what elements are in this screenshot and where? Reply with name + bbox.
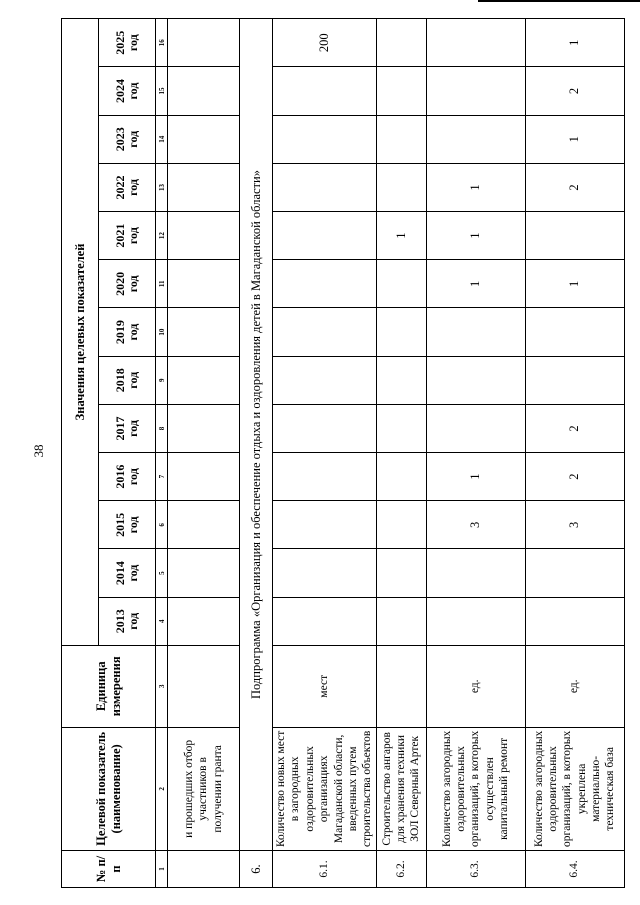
indicator-name: Количество загородных оздоровительных организаций, в которых осуществлен капитальный ремонт xyxy=(426,727,525,850)
value-cell xyxy=(376,453,426,501)
value-cell xyxy=(273,453,377,501)
year-value: 2014 xyxy=(112,561,127,586)
header-indicator: Целевой показатель (наименование) xyxy=(62,727,156,850)
header-year-2024 xyxy=(99,67,156,115)
year-value: 2019 xyxy=(112,320,127,345)
year-suffix: год xyxy=(126,34,140,52)
value-cell xyxy=(273,163,377,211)
subprogram-number: 6. xyxy=(240,851,273,888)
value-cell xyxy=(426,404,525,452)
page-number: 38 xyxy=(31,444,46,458)
unit-cell: мест xyxy=(273,645,377,727)
year-suffix: год xyxy=(126,612,140,630)
year-suffix: год xyxy=(126,564,140,582)
year-value: 2022 xyxy=(112,175,127,200)
year-value: 2015 xyxy=(112,512,127,537)
year-suffix: год xyxy=(126,468,140,486)
unit-cell: ед. xyxy=(525,645,624,727)
value-cell: 3 xyxy=(426,501,525,549)
year-value: 2018 xyxy=(112,368,127,393)
header-unit: Единица измерения xyxy=(62,645,156,727)
value-cell xyxy=(168,260,240,308)
value-cell xyxy=(525,212,624,260)
column-number: 4 xyxy=(156,597,168,645)
value-cell: 1 xyxy=(426,453,525,501)
header-year-2013 xyxy=(99,597,156,645)
value-cell xyxy=(273,308,377,356)
value-cell: 2 xyxy=(525,67,624,115)
value-cell: 1 xyxy=(525,260,624,308)
value-cell xyxy=(525,356,624,404)
header-no: № п/п xyxy=(62,851,156,888)
value-cell xyxy=(376,67,426,115)
value-cell xyxy=(168,163,240,211)
value-cell xyxy=(168,404,240,452)
indicator-name: Строительство ангаров для хранения техники ЗОЛ Северный Артек xyxy=(376,727,426,850)
column-number: 16 xyxy=(156,19,168,67)
value-cell xyxy=(376,19,426,67)
year-value: 2020 xyxy=(112,271,127,296)
column-number: 7 xyxy=(156,453,168,501)
header-year-2023 xyxy=(99,115,156,163)
value-cell: 1 xyxy=(525,115,624,163)
value-cell xyxy=(273,115,377,163)
value-cell xyxy=(273,260,377,308)
value-cell: 2 xyxy=(525,404,624,452)
column-number: 1 xyxy=(156,851,168,888)
value-cell: 1 xyxy=(376,212,426,260)
table-row xyxy=(525,19,624,888)
year-value: 2017 xyxy=(112,416,127,441)
table-row xyxy=(273,19,377,888)
value-cell xyxy=(273,212,377,260)
row-number: 6.3. xyxy=(426,851,525,888)
year-value: 2023 xyxy=(112,127,127,152)
unit-cell xyxy=(168,645,240,727)
row-number: 6.4. xyxy=(525,851,624,888)
header-year-2015 xyxy=(99,501,156,549)
unit-cell xyxy=(376,645,426,727)
year-suffix: год xyxy=(126,420,140,437)
value-cell: 1 xyxy=(426,163,525,211)
value-cell xyxy=(376,260,426,308)
year-suffix: год xyxy=(126,371,140,389)
column-number: 12 xyxy=(156,212,168,260)
year-value: 2025 xyxy=(112,30,127,55)
value-cell xyxy=(525,308,624,356)
year-suffix: год xyxy=(126,516,140,534)
column-number: 6 xyxy=(156,501,168,549)
value-cell: 1 xyxy=(426,260,525,308)
header-year-2025 xyxy=(99,19,156,67)
column-number: 15 xyxy=(156,67,168,115)
indicator-name: Количество загородных оздоровительных организаций, в которых укреплена материально-техническая база xyxy=(525,727,624,850)
row-number: 6.1. xyxy=(273,851,377,888)
value-cell xyxy=(168,597,240,645)
value-cell xyxy=(376,115,426,163)
value-cell xyxy=(376,549,426,597)
column-number: 10 xyxy=(156,308,168,356)
year-suffix: год xyxy=(126,227,140,245)
value-cell: 2 xyxy=(525,163,624,211)
year-value: 2013 xyxy=(112,609,127,634)
column-numbers-row xyxy=(156,19,168,888)
value-cell xyxy=(273,404,377,452)
header-year-2017 xyxy=(99,404,156,452)
year-value: 2021 xyxy=(112,223,127,248)
column-number: 9 xyxy=(156,356,168,404)
value-cell xyxy=(376,404,426,452)
value-cell xyxy=(273,67,377,115)
value-cell xyxy=(168,501,240,549)
header-year-2018 xyxy=(99,356,156,404)
column-number: 2 xyxy=(156,727,168,850)
header-year-2021 xyxy=(99,212,156,260)
value-cell: 200 xyxy=(273,19,377,67)
header-year-2016 xyxy=(99,453,156,501)
value-cell xyxy=(273,597,377,645)
year-suffix: год xyxy=(126,130,140,148)
top-rule xyxy=(478,0,640,2)
value-cell xyxy=(376,356,426,404)
value-cell xyxy=(376,501,426,549)
value-cell xyxy=(376,308,426,356)
value-cell xyxy=(525,549,624,597)
column-number: 11 xyxy=(156,260,168,308)
value-cell xyxy=(426,549,525,597)
table-row xyxy=(376,19,426,888)
continuation-row xyxy=(168,19,240,888)
subprogram-title: Подпрограмма «Организация и обеспечение отдыха и оздоровления детей в Магаданской области» xyxy=(240,19,273,851)
header-row-1 xyxy=(62,19,99,888)
subprogram-row xyxy=(240,19,273,888)
value-cell: 2 xyxy=(525,453,624,501)
year-value: 2024 xyxy=(112,79,127,104)
header-values-group: Значения целевых показателей xyxy=(62,19,99,646)
value-cell: 1 xyxy=(525,19,624,67)
value-cell xyxy=(273,501,377,549)
value-cell: 3 xyxy=(525,501,624,549)
year-suffix: год xyxy=(126,275,140,293)
year-suffix: год xyxy=(126,179,140,196)
indicator-name: Количество новых мест в загородных оздоровительных организациях Магаданской области, введенных путем строительства объектов xyxy=(273,727,377,850)
value-cell xyxy=(426,67,525,115)
header-year-2014 xyxy=(99,549,156,597)
value-cell xyxy=(168,308,240,356)
target-indicators-table xyxy=(61,18,625,888)
column-number: 8 xyxy=(156,404,168,452)
rotated-table-wrapper xyxy=(61,18,616,888)
value-cell xyxy=(168,19,240,67)
header-year-2020 xyxy=(99,260,156,308)
value-cell xyxy=(168,549,240,597)
value-cell xyxy=(426,356,525,404)
table-row xyxy=(426,19,525,888)
value-cell xyxy=(426,19,525,67)
header-year-2022 xyxy=(99,163,156,211)
column-number: 13 xyxy=(156,163,168,211)
column-number: 5 xyxy=(156,549,168,597)
unit-cell: ед. xyxy=(426,645,525,727)
value-cell xyxy=(273,356,377,404)
value-cell xyxy=(525,597,624,645)
row-number: 6.2. xyxy=(376,851,426,888)
value-cell xyxy=(376,163,426,211)
header-year-2019 xyxy=(99,308,156,356)
year-suffix: год xyxy=(126,323,140,341)
indicator-name: и прошедших отбор участников в получении гранта xyxy=(168,727,240,850)
column-number: 14 xyxy=(156,115,168,163)
value-cell xyxy=(168,453,240,501)
column-number: 3 xyxy=(156,645,168,727)
value-cell xyxy=(168,356,240,404)
value-cell xyxy=(376,597,426,645)
value-cell xyxy=(426,115,525,163)
year-suffix: год xyxy=(126,82,140,100)
year-value: 2016 xyxy=(112,464,127,489)
value-cell xyxy=(426,597,525,645)
value-cell xyxy=(273,549,377,597)
value-cell xyxy=(426,308,525,356)
row-number xyxy=(168,851,240,888)
value-cell: 1 xyxy=(426,212,525,260)
value-cell xyxy=(168,115,240,163)
value-cell xyxy=(168,212,240,260)
value-cell xyxy=(168,67,240,115)
